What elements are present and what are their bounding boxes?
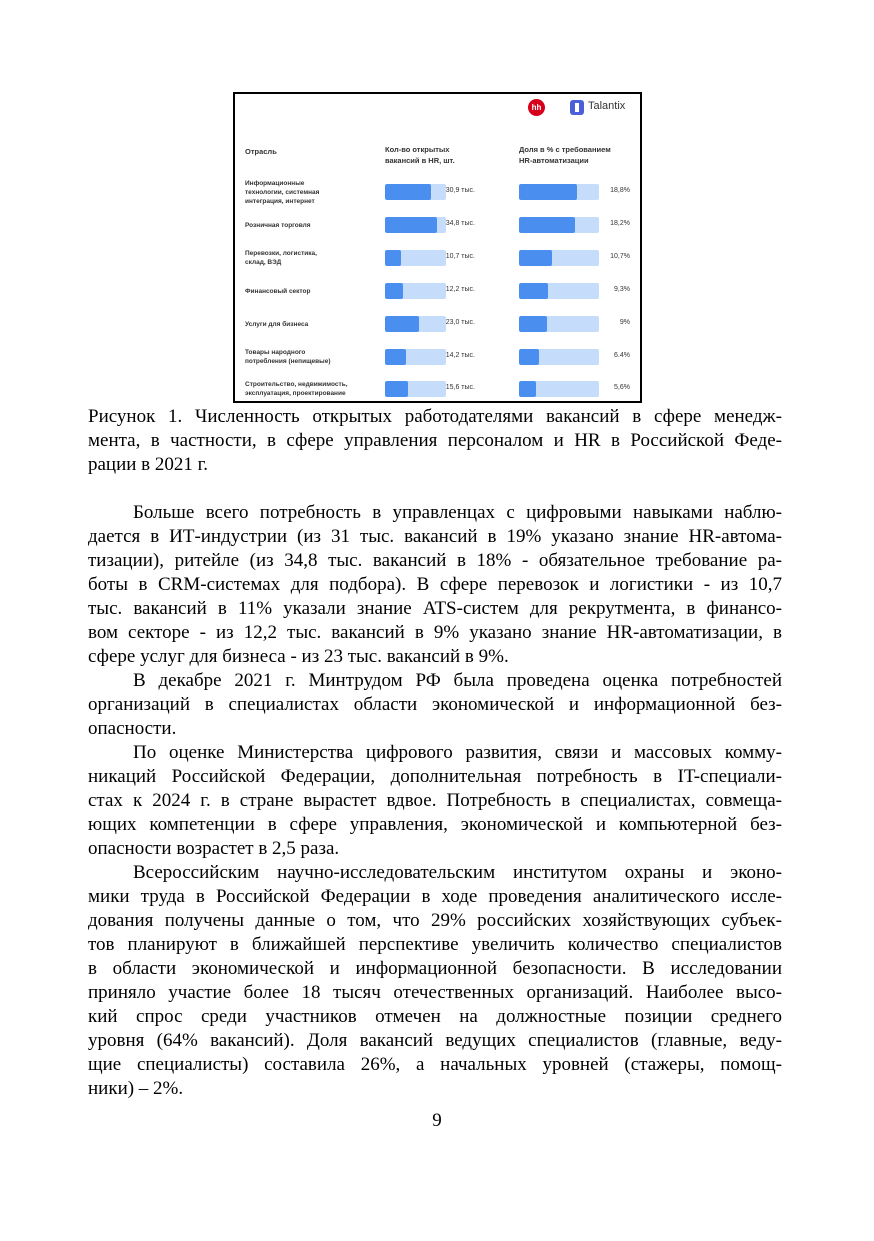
value-label-share: 5,6% [614, 384, 630, 391]
paragraph-line: уровня (64% вакансий). Доля вакансий ведущих специалистов (главные, веду- [88, 1030, 782, 1051]
row-label [245, 249, 380, 267]
bar-share [519, 217, 575, 233]
bar-vacancies [385, 316, 419, 332]
paragraph-line: опасности возрастет в 2,5 раза. [88, 838, 340, 859]
talantix-logo-icon [570, 100, 584, 115]
header-vacancies-line: вакансий в HR, шт. [385, 156, 455, 165]
header-share-line: Доля в % с требованием [519, 145, 611, 154]
row-label-line: Информационные [245, 179, 305, 187]
bar-vacancies [385, 349, 406, 365]
paragraph-line: тизации), ритейле (из 34,8 тыс. вакансий в 18% - обязательное требование ра- [88, 550, 782, 571]
value-label-share: 18,8% [610, 187, 630, 194]
row-label-line: потребления (непищевые) [245, 358, 331, 365]
value-label-share: 18,2% [610, 220, 630, 227]
value-label-vacancies: 14,2 тыс. [445, 352, 475, 359]
paragraph-line: никаций Российской Федерации, дополнительная потребность в IT-специали- [88, 766, 782, 787]
paragraph-line: тов планируют в ближайшей перспективе увеличить количество специалистов [88, 934, 782, 955]
paragraph-line: организаций в специалистах области экономической и информационной без- [88, 694, 782, 715]
header-share [519, 144, 611, 166]
figure-caption-line: рации в 2021 г. [88, 454, 209, 475]
bar-track-share [519, 250, 599, 266]
row-label-line: Розничная торговля [245, 221, 311, 229]
bar-share [519, 316, 547, 332]
row-label-line: Финансовый сектор [245, 287, 311, 295]
paragraph-line: ники) – 2%. [88, 1078, 184, 1099]
paragraph-line: ющих компетенции в сфере управления, экономической и компьютерной без- [88, 814, 782, 835]
talantix-logo-text: Talantix [588, 100, 626, 112]
figure-caption-line: мента, в частности, в сфере управления персоналом и HR в Российской Феде- [88, 430, 782, 451]
bar-share [519, 349, 539, 365]
value-label-vacancies: 23,0 тыс. [445, 319, 475, 326]
paragraph-line: вом секторе - из 12,2 тыс. вакансий в 9% указано знание HR-автоматизации, в [88, 622, 782, 643]
row-label [245, 179, 380, 206]
paragraph-line: По оценке Министерства цифрового развития, связи и массовых комму- [133, 742, 782, 763]
bar-vacancies [385, 184, 431, 200]
row-label-line: склад, ВЭД [245, 259, 282, 266]
paragraph-line: мики труда в Российской Федерации в ходе проведения аналитического иссле- [88, 886, 782, 907]
value-label-vacancies: 30,9 тыс. [445, 187, 475, 194]
value-label-share: 9,3% [614, 286, 630, 293]
row-label-line: Услуги для бизнеса [245, 320, 309, 328]
value-label-share: 6.4% [614, 352, 630, 359]
row-label-line: интеграция, интернет [245, 197, 315, 205]
figure-chart-image [233, 92, 642, 403]
row-label-line: технологии, системная [245, 188, 320, 196]
bar-vacancies [385, 283, 403, 299]
paragraph-line: опасности. [88, 718, 177, 739]
row-label-line: Перевозки, логистика, [245, 250, 317, 257]
hh-logo: hh [528, 99, 545, 116]
header-share-line: HR-автоматизации [519, 156, 589, 165]
header-industry: Отрасль [245, 147, 277, 156]
value-label-vacancies: 15,6 тыс. [445, 384, 475, 391]
bar-track-share [519, 217, 599, 233]
bar-share [519, 250, 552, 266]
bar-track-share [519, 349, 599, 365]
row-label [245, 380, 380, 398]
paragraph-line: тыс. вакансий в 11% указали знание ATS-систем для рекрутмента, в финансо- [88, 598, 782, 619]
paragraph-line: Больше всего потребность в управленцах с цифровыми навыками наблю- [133, 502, 782, 523]
bar-share [519, 283, 548, 299]
paragraph-line: щие специалисты) составила 26%, а начальных уровней (стажеры, помощ- [88, 1054, 782, 1075]
bar-vacancies [385, 381, 408, 397]
bar-vacancies [385, 217, 437, 233]
bar-track-share [519, 283, 599, 299]
value-label-share: 10,7% [610, 253, 630, 260]
row-label-line: Строительство, недвижимость, [245, 381, 348, 388]
header-vacancies [385, 144, 455, 166]
paragraph-line: в области экономической и информационной безопасности. В исследовании [88, 958, 782, 979]
bar-share [519, 184, 577, 200]
paragraph-line: боты в CRM-системах для подбора). В сфере перевозок и логистики - из 10,7 [88, 574, 782, 595]
row-label [245, 320, 380, 329]
header-vacancies-line: Кол-во открытых [385, 145, 450, 154]
value-label-vacancies: 34,8 тыс. [445, 220, 475, 227]
paragraph-line: Всероссийским научно-исследовательским институтом охраны и эконо- [133, 862, 782, 883]
paragraph-line: стах к 2024 г. в стране вырастет вдвое. Потребность в специалистах, совмеща- [88, 790, 782, 811]
bar-track-share [519, 316, 599, 332]
row-label [245, 348, 380, 366]
paragraph-line: сфере услуг для бизнеса - из 23 тыс. вакансий в 9%. [88, 646, 509, 667]
page-number: 9 [432, 1110, 442, 1131]
paragraph-line: приняло участие более 18 тысяч отечественных организаций. Наиболее высо- [88, 982, 782, 1003]
bar-vacancies [385, 250, 401, 266]
row-label [245, 221, 380, 230]
paragraph-line: В декабре 2021 г. Минтрудом РФ была проведена оценка потребностей [133, 670, 782, 691]
value-label-vacancies: 10,7 тыс. [445, 253, 475, 260]
bar-share [519, 381, 536, 397]
value-label-share: 9% [619, 319, 630, 326]
bar-track-share [519, 184, 599, 200]
paragraph-line: дования получены данные о том, что 29% российских хозяйствующих субъек- [88, 910, 782, 931]
row-label-line: эксплуатация, проектирование [245, 390, 346, 397]
row-label-line: Товары народного [245, 349, 306, 356]
bar-track-share [519, 381, 599, 397]
row-label [245, 287, 380, 296]
figure-caption-line: Рисунок 1. Численность открытых работодателями вакансий в сфере менедж- [88, 406, 782, 427]
value-label-vacancies: 12,2 тыс. [445, 286, 475, 293]
paragraph-line: дается в ИТ-индустрии (из 31 тыс. вакансий в 19% указано знание HR-автома- [88, 526, 782, 547]
paragraph-line: кий спрос среди участников отмечен на должностные позиции среднего [88, 1006, 782, 1027]
